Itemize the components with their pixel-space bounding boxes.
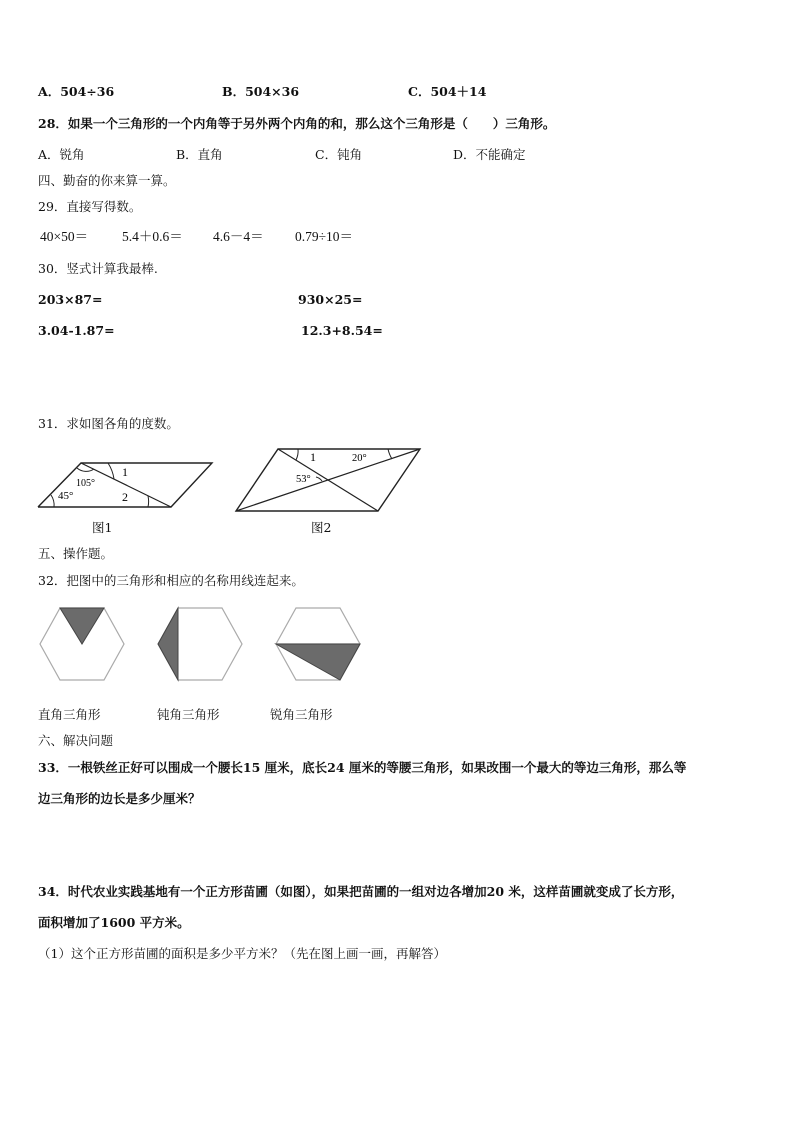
q34-question-line1: 34．时代农业实践基地有一个正方形苗圃（如图），如果把苗圃的一组对边各增加20 米，这样苗圃就变成了长方形， [38,884,684,899]
q30-item-4: 12.3+8.54= [301,323,383,338]
q27-option-c: C．504＋14 [408,84,487,99]
angle-figure-2 [232,447,424,515]
q32-name-right-triangle: 直角三角形 [38,707,101,722]
q33-question-line1: 33．一根铁丝正好可以围成一个腰长15 厘米，底长24 厘米的等腰三角形，如果改围一个最大的等边三角形，那么等 [38,760,687,775]
q32-question: 32．把图中的三角形和相应的名称用线连起来。 [38,573,304,588]
q28-option-d: D．不能确定 [453,147,526,162]
fig1-angle-45-label: 45° [58,490,74,502]
section-4-title: 四、勤奋的你来算一算。 [38,173,176,188]
q33-question-line2: 边三角形的边长是多少厘米？ [38,791,201,806]
hexagon-figure-2 [156,606,244,682]
q29-item-3: 4.6－4＝ [213,229,264,244]
hexagon-figure-3 [274,606,362,682]
fig1-angle-105-label: 105° [76,478,95,489]
q30-item-1: 203×87= [38,292,103,307]
fig1-angle-1-label: 1 [122,465,128,479]
q27-option-b: B．504×36 [222,84,300,99]
q28-question: 28．如果一个三角形的一个内角等于另外两个内角的和，那么这个三角形是（ ）三角形。 [38,116,556,131]
fig2-caption: 图2 [311,520,332,535]
q32-name-obtuse-triangle: 钝角三角形 [157,707,220,722]
q31-question: 31．求如图各角的度数。 [38,416,179,431]
q29-item-2: 5.4＋0.6＝ [122,229,183,244]
section-6-title: 六、解决问题 [38,733,114,748]
q28-option-c: C．钝角 [315,147,363,162]
q29-item-1: 40×50＝ [40,229,89,244]
angle-figure-1 [36,455,216,515]
fig2-angle-1-label: 1 [310,450,316,464]
q27-option-a: A．504÷36 [38,84,115,99]
q34-subquestion-1: （1）这个正方形苗圃的面积是多少平方米？（先在图上画一画，再解答） [38,946,446,961]
fig2-angle-20-label: 20° [352,453,367,464]
q30-item-2: 930×25= [298,292,363,307]
section-5-title: 五、操作题。 [38,546,114,561]
q29-question: 29．直接写得数。 [38,199,142,214]
hexagon-figure-1 [38,606,126,682]
q32-name-acute-triangle: 锐角三角形 [270,707,333,722]
fig1-caption: 图1 [92,520,113,535]
q34-question-line2: 面积增加了1600 平方米。 [38,915,190,930]
q30-item-3: 3.04-1.87= [38,323,115,338]
q30-question: 30．竖式计算我最棒. [38,261,158,276]
q28-option-b: B．直角 [176,147,223,162]
q29-item-4: 0.79÷10＝ [295,229,354,244]
fig2-angle-53-label: 53° [296,474,311,485]
fig1-angle-2-label: 2 [122,490,128,504]
q28-option-a: A．锐角 [38,147,85,162]
